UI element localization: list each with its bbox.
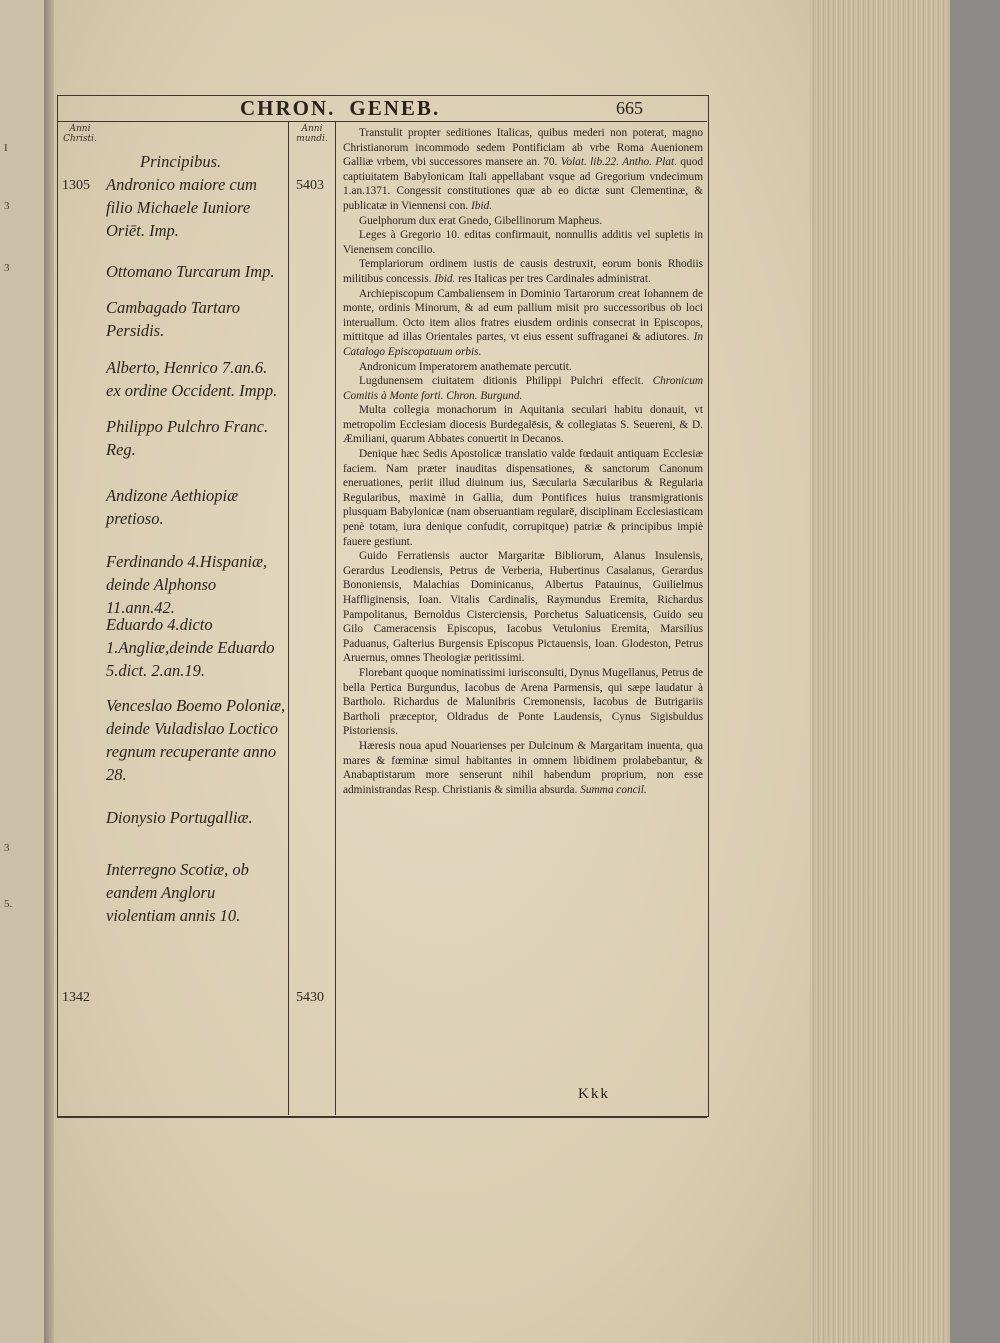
paragraph-text: Andronicum Imperatorem anathemate percutit. xyxy=(359,360,572,373)
paragraph-text: Transtulit propter seditiones Italicas, quibus mederi non poterat, magno Christianorum incommodo sedem Pontificiam ab vrbe Roma Auenionem Galliæ vrbem, vbi successores mansere an. 70. xyxy=(343,127,703,169)
citation: In Catalogo Episcopatuum orbis. xyxy=(343,331,703,358)
ruler-heading: Principibus. xyxy=(140,152,222,171)
column-head-anni-christi: Anni Christi. xyxy=(63,124,97,144)
main-text-column xyxy=(343,126,703,797)
ruler-entry: Ferdinando 4.Hispaniæ, deinde Alphonso 11.ann.42. xyxy=(106,552,268,617)
ruler-entry: Cambagado Tartaro Persidis. xyxy=(106,298,241,340)
paragraph xyxy=(343,360,703,375)
paragraph xyxy=(343,228,703,257)
paragraph xyxy=(343,549,703,666)
ruler-entry: Venceslao Boemo Poloniæ, deinde Vuladislao Loctico regnum recuperante anno 28. xyxy=(106,696,286,784)
paragraph xyxy=(343,666,703,739)
ruler-entry: Dionysio Portugalliæ. xyxy=(106,808,253,827)
ruler-entry: Interregno Scotiæ, ob eandem Angloru violentiam annis 10. xyxy=(106,860,249,925)
paragraph-text: Leges à Gregorio 10. editas confirmauit, nonnullis additis vel supletis in Vienensem concilio. xyxy=(343,229,703,256)
ruler-entry: Alberto, Henrico 7.an.6. ex ordine Occident. Impp. xyxy=(106,358,278,400)
paragraph xyxy=(343,287,703,360)
year-mundi: 5403 xyxy=(296,178,324,193)
column-head-anni-mundi: Anni mundi. xyxy=(296,124,328,144)
running-head-word: GENEB. xyxy=(349,96,441,120)
paragraph-text: Archiepiscopum Cambaliensem in Dominio Tartarorum creat Iohannem de monte, ordinis Minorum, & ad eum pallium misit pro successoribus ob loci interuallum. Octo item alios fratres eiusdem ordinis consecrat in Episcopos, mittitque ad illas Orientales partes, vt eius essent suffraganei & adiutores. xyxy=(343,287,703,344)
paragraph-text: res Italicas per tres Cardinales administrat. xyxy=(455,272,651,285)
paragraph xyxy=(343,214,703,229)
paragraph-text: Florebant quoque nominatissimi iurisconsulti, Dynus Mugellanus, Petrus de bella Pertica Burgundus, Iacobus de Arena Parmensis, qui sæpe laudatur à Bartholo. Richardus de Malunibris Cremonensis, Iacobus de Butrigariis Bartholi præceptor, Oldradus de Ponte Laudensis, Cynus Sigisbuldus Pistoriensis. xyxy=(343,666,703,738)
left-page-mark: 3 xyxy=(4,842,10,854)
citation: Ibid. xyxy=(434,272,456,285)
ruler-entry: Andronico maiore cum filio Michaele Iuniore Oriēt. Imp. xyxy=(106,175,257,240)
citation: Chronicum Comitis à Monte forti. Chron. Burgund. xyxy=(343,375,703,402)
background xyxy=(950,0,1000,1343)
paragraph-text: Lugdunensem ciuitatem ditionis Philippi Pulchri effecit. xyxy=(359,375,653,388)
column-rule xyxy=(335,121,336,1115)
year-christi: 1342 xyxy=(62,990,90,1005)
left-page-mark: 3 xyxy=(4,200,10,212)
ruler-entry: Philippo Pulchro Franc. Reg. xyxy=(106,417,269,459)
paragraph-text: quod captiuitatem Babylonicam Itali appellabant vsque ad Gregorium vndecimum 1.an.1371. Congessit constitutiones quæ ab eo dictæ sunt Clementinæ, & publicatæ in Viennensi con. xyxy=(343,156,703,212)
running-head xyxy=(240,96,454,121)
paragraph xyxy=(343,447,703,549)
page-number: 665 xyxy=(616,98,643,118)
paragraph-text: Templariorum ordinem iustis de causis destruxit, eorum bonis Rhodiis militibus concessis. xyxy=(343,258,703,285)
left-page-edge xyxy=(0,0,46,1343)
ruler-entry: Eduardo 4.dicto 1.Angliæ,deinde Eduardo 5.dict. 2.an.19. xyxy=(106,615,275,680)
page-edges xyxy=(810,0,950,1343)
paragraph xyxy=(343,739,703,797)
paragraph xyxy=(343,403,703,447)
citation: Ibid. xyxy=(471,199,493,212)
paragraph xyxy=(343,126,703,214)
year-mundi: 5430 xyxy=(296,990,324,1005)
left-page-mark: I xyxy=(4,142,8,154)
paragraph-text: Guelphorum dux erat Gnedo, Gibellinorum Mapheus. xyxy=(359,214,603,227)
header-rule xyxy=(57,121,707,122)
paragraph-text: Hæresis noua apud Nouarienses per Dulcinum & Margaritam inuenta, qua mares & fœminæ simul habitantes in omnem libidinem prolabebantur, & Anabaptistarum more senserunt nihil habendum proprium, non esse administrandas Resp. Christianis & similia absurda. xyxy=(343,739,703,796)
ruler-entry: Ottomano Turcarum Imp. xyxy=(106,262,275,281)
citation: Summa concil. xyxy=(580,783,647,796)
paragraph xyxy=(343,374,703,403)
signature-mark: Kkk xyxy=(578,1086,610,1102)
left-page-mark: 5. xyxy=(4,898,13,910)
running-head-word: CHRON. xyxy=(240,96,336,120)
paragraph-text: Multa collegia monachorum in Aquitania seculari habitu donauit, vt metropolim Ecclesiam diocesis Burdegalēsis, & collegiatas S. Seuereni, & D. Æmiliani, quarum Abbates conuertit in Decanos. xyxy=(343,404,703,446)
citation: Volat. lib.22. Antho. Plat. xyxy=(560,156,678,169)
column-rule xyxy=(288,121,289,1115)
ruler-entry: Andizone Aethiopiæ pretioso. xyxy=(106,486,239,528)
footer-rule xyxy=(57,1117,707,1118)
left-page-mark: 3 xyxy=(4,262,10,274)
year-christi: 1305 xyxy=(62,178,90,193)
paragraph-text: Guido Ferratiensis auctor Margaritæ Bibliorum, Alanus Insulensis, Gerardus Leodiensis, Petrus de Verberia, Hubertinus Casalanus, Gerardus Bononiensis, Malachias Dominicanus, Albertus Patauinus, Guilielmus Haffliginensis, Ioan. Vitalis Cardinalis, Raymundus Eremita, Richardus Pampolitanus, Bernoldus Cisterciensis, Porchetus Saluaticensis, Guido seu Gilo Cameracensis Episcopus, Iacobus Vetulonius Eremita, Marsilius Paduanus, Galterius Burgensis Episcopus Pictauensis, Ioan. Glodeston, Petrus Aruernus, omnes Theologiæ peritissimi. xyxy=(343,550,703,665)
paragraph xyxy=(343,257,703,286)
paragraph-text: Denique hæc Sedis Apostolicæ translatio valde fœdauit antiquam Ecclesiæ faciem. Nam præter inauditas dispensationes, & sanctorum Canonum eneruationes, periit illud diuinum ius, Sæcularia Sæcularibus & Regularia Regularibus, maximè in Gallia, dum Pontifices huius transmigrationis plusquam Babylonicæ (nam obseruantiam regularē, disciplinam Ecclesiasticam penè totam, iura denique confudit, corrupitque) patriæ & principibus impiè fauere gestiunt. xyxy=(343,448,703,548)
